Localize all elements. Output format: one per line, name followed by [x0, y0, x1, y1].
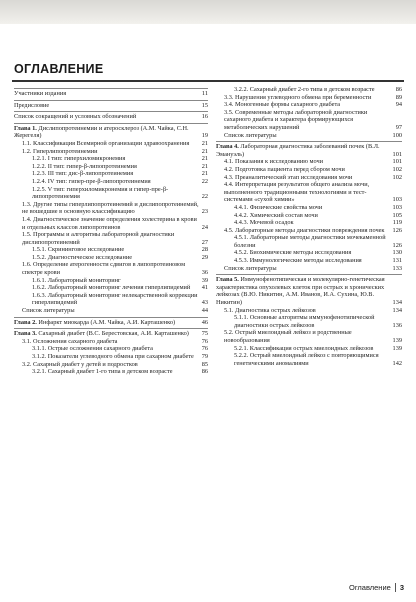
toc-entry-title: 4.1. Показания к исследованию мочи — [224, 158, 323, 166]
toc-entry — [14, 284, 208, 292]
toc-entry-title: 1.1. Классификация Всемирной организации здравоохранения — [22, 139, 190, 147]
toc-entry-title: Список литературы — [224, 131, 277, 139]
toc-entry-page: 103 — [392, 196, 402, 204]
toc-entry — [216, 204, 402, 212]
toc-entry — [216, 234, 402, 249]
toc-entry-page: 24 — [201, 223, 208, 231]
toc-entry-page: 126 — [392, 226, 402, 234]
toc-entry-title: Список литературы — [22, 307, 75, 315]
toc-entry-page: 19 — [201, 132, 208, 140]
toc-entry-title: Глава 1. Дислипопротеинемии и атеросклероз (А.М. Чайка, С.Н. Жерегеля) — [14, 124, 189, 140]
toc-entry-title: 4.3. Преаналитический этап исследования мочи — [224, 173, 353, 181]
toc-entry — [216, 329, 402, 344]
toc-entry-page: 134 — [392, 306, 402, 314]
toc-entry-page: 44 — [201, 307, 208, 315]
toc-entry-page: 23 — [201, 208, 208, 216]
toc-right-column — [216, 86, 402, 367]
toc-entry-title: 1.6.2. Лабораторный мониторинг лечения гиперлипидемий — [32, 284, 191, 292]
page-footer — [349, 583, 404, 592]
toc-entry-title: Глава 3. Сахарный диабет (В.С. Берестовская, А.И. Карташенко) — [14, 330, 189, 338]
toc-entry — [14, 317, 208, 327]
toc-entry-page: 133 — [392, 264, 402, 272]
page-title: ОГЛАВЛЕНИЕ — [14, 62, 104, 76]
toc-entry — [14, 345, 208, 353]
toc-entry-page: 76 — [201, 337, 208, 345]
toc-entry — [14, 328, 208, 338]
toc-entry-page: 39 — [201, 276, 208, 284]
toc-entry-title: 1.2.4. IV тип: гипер-пре-β-липопротеинемия — [32, 177, 151, 185]
toc-entry-page: 75 — [201, 330, 208, 338]
toc-entry — [216, 212, 402, 220]
toc-entry-page: 130 — [392, 249, 402, 257]
toc-entry-title: 1.4. Диагностическое значение определения холестерина в крови и отдельных классов липопротеинов — [22, 215, 197, 231]
toc-entry — [14, 163, 208, 171]
toc-entry-title: 1.2.5. V тип: гиперхиломикронемия и гипер-пре-β-липопротеинемия — [32, 185, 169, 201]
toc-entry — [14, 338, 208, 346]
toc-entry-title: 5.1.1. Основные алгоритмы иммунофенотипической диагностики острых лейкозов — [234, 314, 375, 329]
toc-entry-title: 3.2. Сахарный диабет у детей и подростков — [22, 360, 138, 368]
toc-entry-page: 85 — [201, 360, 208, 368]
toc-entry-title: 4.5.2. Биохимические методы исследования — [234, 249, 352, 257]
toc-entry-page: 79 — [201, 353, 208, 360]
toc-entry-page: 28 — [201, 246, 208, 254]
toc-entry-page: 76 — [201, 345, 208, 353]
toc-entry-title: 3.4. Моногенные формы сахарного диабета — [224, 101, 341, 109]
toc-entry-title: 1.6. Определение атерогенности сдвигов в липопротеиновом спектре крови — [22, 261, 186, 277]
toc-entry — [216, 101, 402, 109]
previous-page-edge — [0, 0, 416, 24]
toc-entry-page: 11 — [201, 90, 208, 97]
toc-entry — [216, 181, 402, 204]
toc-entry — [216, 274, 402, 306]
footer-divider — [395, 583, 396, 592]
toc-entry-page: 86 — [201, 368, 208, 376]
page-number: 3 — [399, 583, 404, 592]
toc-entry — [14, 170, 208, 178]
toc-entry-page: 126 — [392, 241, 402, 249]
toc-entry-page: 101 — [392, 158, 402, 166]
toc-entry — [216, 257, 402, 265]
toc-entry-page: 27 — [201, 238, 208, 246]
toc-entry — [14, 148, 208, 156]
toc-entry-title: 1.5.2. Диагностическое исследование — [32, 253, 133, 261]
toc-entry-page: 89 — [395, 93, 402, 101]
toc-entry — [14, 261, 208, 276]
toc-entry — [14, 277, 208, 285]
toc-entry-title: 3.2.2. Сахарный диабет 2-го типа в детском возрасте — [234, 86, 375, 93]
toc-entry-page: 22 — [201, 177, 208, 185]
toc-entry-title: 4.4.1. Физические свойства мочи — [234, 203, 323, 211]
toc-entry-page: 101 — [392, 150, 402, 158]
toc-entry-title: Список литературы — [224, 264, 277, 272]
toc-entry-title: Предисловие — [14, 101, 50, 109]
toc-entry-page: 134 — [392, 299, 402, 307]
toc-entry — [216, 265, 402, 273]
toc-entry-page: 94 — [395, 101, 402, 109]
toc-entry-title: Список сокращений и условных обозначений — [14, 113, 137, 121]
toc-entry — [14, 361, 208, 369]
toc-entry-title: 5.2.2. Острый миелоидный лейкоз с повторяющимися генетическими аномалиями — [234, 352, 379, 367]
toc-entry-page: 105 — [392, 211, 402, 219]
toc-entry — [216, 94, 402, 102]
toc-entry-title: 1.3. Другие типы гиперлипопротеинемий и дислипопротеинемий, не вошедшие в основную классификацию — [22, 200, 199, 216]
toc-entry-title: 5.2.1. Классификация острых миелоидных лейкозов — [234, 344, 374, 352]
toc-entry — [14, 155, 208, 163]
toc-entry — [14, 231, 208, 246]
toc-entry — [14, 111, 208, 121]
toc-entry — [14, 201, 208, 216]
toc-entry-title: 1.2.3. III тип: дис-β-липопротеинемия — [32, 170, 134, 178]
toc-entry — [14, 140, 208, 148]
toc-entry-page: 100 — [392, 131, 402, 139]
toc-entry-title: Глава 4. Лабораторная диагностика заболеваний почек (В.Л. Эмануэль) — [216, 143, 380, 158]
toc-entry-title: 1.5. Программы и алгоритмы лабораторной диагностики дислипопротеинемий — [22, 231, 175, 246]
toc-entry — [14, 186, 208, 201]
toc-entry — [14, 368, 208, 376]
toc-entry-page: 142 — [392, 359, 402, 367]
toc-entry-title: 4.4. Интерпретация результатов общего анализа мочи, выполненного традиционными технологиями и тест-системами «сухой химии» — [224, 181, 370, 204]
toc-entry — [216, 249, 402, 257]
toc-entry-page: 22 — [201, 193, 208, 201]
toc-entry-page: 15 — [201, 101, 208, 109]
toc-entry-page: 21 — [201, 170, 208, 178]
toc-entry-title: 1.2. Гиперлипопротеинемии — [22, 147, 98, 155]
toc-entry-page: 46 — [201, 318, 208, 326]
toc-entry — [216, 314, 402, 329]
toc-entry — [216, 132, 402, 140]
toc-entry-title: 3.1.2. Показатели углеводного обмена при сахарном диабете — [32, 353, 194, 360]
toc-entry-title: 3.1.1. Острые осложнения сахарного диабета — [32, 345, 153, 353]
toc-entry-title: 5.2. Острый миелоидный лейкоз и родственные новообразования — [224, 329, 352, 344]
toc-entry-title: 4.4.3. Мочевой осадок — [234, 219, 294, 227]
toc-entry — [14, 123, 208, 140]
toc-entry-title: 4.5.3. Иммунологические методы исследования — [234, 257, 362, 265]
toc-entry-title: 4.5. Лабораторные методы диагностики повреждения почек — [224, 226, 385, 234]
toc-entry-page: 136 — [392, 321, 402, 329]
toc-entry — [216, 345, 402, 353]
toc-entry-title: 1.5.1. Скрининговое исследование — [32, 246, 125, 254]
toc-entry-page: 103 — [392, 203, 402, 211]
toc-entry-title: 3.5. Современные методы лабораторной диагностики сахарного диабета и характера формирующихся метаболических нарушений — [224, 108, 368, 131]
toc-entry — [14, 100, 208, 110]
toc-entry — [216, 352, 402, 367]
toc-entry — [216, 219, 402, 227]
toc-entry-title: 1.6.1. Лабораторный мониторинг — [32, 276, 121, 284]
toc-entry-page: 97 — [395, 123, 402, 131]
toc-entry-page: 16 — [201, 113, 208, 121]
toc-entry — [14, 178, 208, 186]
toc-entry — [216, 166, 402, 174]
toc-entry-title: 4.2. Подготовка пациента перед сбором мочи — [224, 165, 345, 173]
footer-section-label: Оглавление — [349, 583, 391, 592]
toc-entry-page: 102 — [392, 165, 402, 173]
toc-entry-page: 36 — [201, 269, 208, 277]
toc-entry-title: 4.4.2. Химический состав мочи — [234, 211, 318, 219]
title-rule — [12, 80, 404, 82]
toc-entry — [216, 109, 402, 132]
toc-entry — [216, 174, 402, 182]
toc-entry-title: 3.1. Осложнения сахарного диабета — [22, 337, 118, 345]
toc-entry — [14, 246, 208, 254]
toc-entry-page: 131 — [392, 257, 402, 265]
toc-entry-page: 21 — [201, 155, 208, 163]
toc-entry-page: 21 — [201, 147, 208, 155]
toc-entry-title: 1.2.2. II тип: гипер-β-липопротеинемия — [32, 162, 137, 170]
toc-entry — [14, 292, 208, 307]
toc-entry — [14, 88, 208, 98]
toc-entry-page: 86 — [395, 86, 402, 93]
toc-entry-page: 139 — [392, 337, 402, 344]
toc-entry-title: 3.3. Нарушения углеводного обмена при беременности — [224, 93, 372, 101]
toc-entry — [216, 227, 402, 235]
toc-entry-page: 21 — [201, 162, 208, 170]
toc-entry — [14, 353, 208, 361]
toc-entry-page: 41 — [201, 284, 208, 292]
toc-entry — [14, 307, 208, 315]
toc-entry-page: 21 — [201, 139, 208, 147]
toc-entry-title: 3.2.1. Сахарный диабет 1-го типа в детском возрасте — [32, 368, 173, 376]
toc-entry — [14, 254, 208, 262]
toc-entry — [216, 141, 402, 158]
toc-entry — [14, 216, 208, 231]
toc-entry-page: 139 — [392, 344, 402, 352]
toc-entry-title: 1.6.3. Лабораторный мониторинг нелекарственной коррекции гиперлипидемий — [32, 291, 198, 307]
toc-entry-title: Глава 2. Инфаркт миокарда (А.М. Чайка, А.И. Карташенко) — [14, 318, 176, 326]
toc-entry — [216, 158, 402, 166]
toc-entry — [216, 86, 402, 94]
toc-entry-page: 43 — [201, 299, 208, 307]
toc-entry-page: 102 — [392, 173, 402, 181]
toc-entry-page: 29 — [201, 253, 208, 261]
toc-entry-title: 5.1. Диагностика острых лейкозов — [224, 306, 316, 314]
toc-entry — [216, 307, 402, 315]
toc-entry-title: 1.2.1. I тип: гиперхиломикронемия — [32, 155, 126, 163]
toc-entry-title: 4.5.1. Лабораторные методы диагностики мочекаменной болезни — [234, 234, 386, 249]
toc-entry-title: Участники издания — [14, 90, 67, 97]
toc-entry-title: Глава 5. Иммунофенотипическая и молекулярно-генетическая характеристика опухолевых клеток при острых и хронических лейкозах (В.Ю. Никитин, А.М. Иванов, И.А. Сухина, Ю.В. Никитин) — [216, 276, 385, 307]
toc-left-column — [14, 86, 208, 376]
toc-entry-page: 119 — [392, 219, 402, 227]
